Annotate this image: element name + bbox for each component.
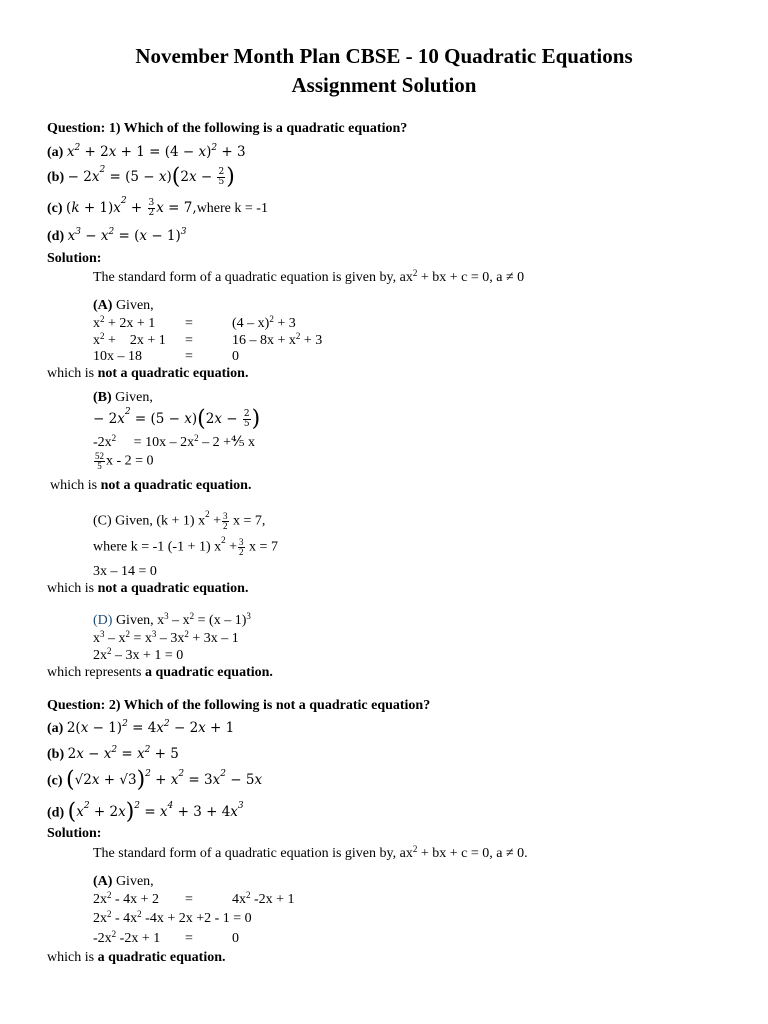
q1-a-conclusion: which is not a quadratic equation. (47, 366, 249, 381)
q1-part-c-line3: 3x – 14 = 0 (93, 564, 157, 579)
q2-option-d: (d) $(x^2 + 2x)^2 = x^4 + 3 + 4x^3$ (47, 800, 244, 825)
q1-part-b-line3: $\frac{52}{5}$ x - 2 = 0 (95, 451, 154, 471)
q1-b-conclusion: which is not a quadratic equation. (50, 478, 252, 493)
q2-solution-label: Solution: (47, 826, 102, 841)
q1-part-d-line3: $2x^2 - 3x + 1 = 0$ (93, 646, 184, 663)
page-title-line1: November Month Plan CBSE - 10 Quadratic Equations (135, 44, 633, 68)
q1-a-row3-eq: = (185, 349, 193, 364)
q1-option-a (47, 143, 246, 160)
q2-a-row3-left: $-2x^2$ -2x + 1 (93, 929, 161, 946)
q1-a-row2-right: $16 - 8x + x^2 + 3$ (232, 331, 323, 348)
q2-option-c: (c) $(√2x + √3)^2 + x^2 = 3x^2 - 5x$ (47, 768, 263, 793)
q1-option-d (47, 227, 187, 244)
q1-part-b-given: (B) Given, (93, 390, 153, 405)
q1-a-row1-right: (4 – x)$^2$ + 3 (232, 314, 296, 331)
q2-a-row3-right: 0 (232, 931, 239, 946)
q1-a-row3-left: 10x – 18 (93, 349, 142, 364)
q1-part-d-line2: $x^3 - x^2 = x^3 - 3x^2 + 3x - 1$ (93, 629, 239, 646)
q2-part-a-given: (A) Given, (93, 874, 154, 889)
q1-option-c (47, 196, 268, 218)
q2-a-row1-eq: = (185, 892, 193, 907)
q2-a-conclusion: which is a quadratic equation. (47, 950, 226, 965)
q1-c-conclusion: which is not a quadratic equation. (47, 581, 249, 596)
q2-option-a: (a) $2(x - 1)^2 = 4x^2 - 2x + 1$ (47, 719, 235, 736)
page-title-line2: Assignment Solution (291, 73, 477, 97)
q1-a-row2-left: $x^2$ + 2x + 1 (93, 331, 166, 348)
q1-part-d-line1: (D) Given, $x^3 - x^2 = (x - 1)^3$ (93, 611, 251, 628)
q1-option-d-label: (d) (47, 229, 65, 244)
q1-solution-label: Solution: (47, 251, 102, 266)
q1-option-b (47, 164, 235, 190)
q1-option-c-equation: $(k + 1)x^2$ + $\frac{3}{2}$ x = 7, (66, 196, 197, 218)
q2-standard-form: The standard form of a quadratic equation is given by, $ax^2$ + bx + c = 0, a ≠ 0. (93, 844, 528, 861)
q1-part-c-line1: (C) Given, (k + 1) $x^2$ + $\frac{3}{2}$ x = 7, (93, 509, 266, 531)
q1-option-c-suffix: where k = -1 (196, 201, 268, 216)
q1-a-row1-left: $x^2 + 2x + 1$ (93, 314, 156, 331)
q1-part-c-line2: where k = -1 (-1 + 1) $x^2$ + $\frac{3}{2}$ x = 7 (93, 535, 278, 557)
q1-part-b-line2: $-2x^2$ = $10x - 2x^2 - 2$ +⅘ x (93, 433, 256, 450)
q1-option-a-equation: $x^2 + 2x + 1 = (4 - x)^2 + 3$ (66, 143, 246, 160)
q1-a-row1-eq: = (185, 316, 193, 331)
question-2-heading: Question: 2) Which of the following is not a quadratic equation? (47, 698, 431, 713)
q1-part-a-given: (A) Given, (93, 298, 154, 313)
q1-option-c-label: (c) (47, 201, 63, 216)
q2-option-b: (b) $2x - x^2 = x^2 + 5$ (47, 745, 179, 762)
q1-option-b-label: (b) (47, 170, 65, 185)
q1-option-d-equation: $x^3 - x^2 = (x - 1)^3$ (67, 227, 187, 244)
q2-a-row2: $2x^2 - 4x^2$ -4x + 2x +2 - 1 = 0 (93, 909, 252, 926)
q1-option-a-label: (a) (47, 145, 64, 160)
question-1-heading: Question: 1) Which of the following is a quadratic equation? (47, 121, 408, 136)
q1-a-row2-eq: = (185, 333, 193, 348)
q1-d-conclusion: which represents a quadratic equation. (47, 665, 273, 680)
q2-a-row3-eq: = (185, 931, 193, 946)
q1-standard-form: The standard form of a quadratic equation is given by, $ax^2$ + bx + c = 0, a ≠ 0 (93, 268, 525, 285)
q1-part-b-equation: − $2x^2 = (5 - x)(2x$ − $\frac{2}{5}$ ) (93, 406, 261, 432)
q1-a-row3-right: 0 (232, 349, 239, 364)
q2-a-row1-right: $4x^2$ -2x + 1 (232, 890, 295, 907)
q2-a-row1-left: $2x^2 - 4x + 2$ (93, 890, 160, 907)
q1-option-b-equation: − $2x^2 = (5 - x)(2x$ − $\frac{2}{5}$ ) (67, 164, 235, 190)
